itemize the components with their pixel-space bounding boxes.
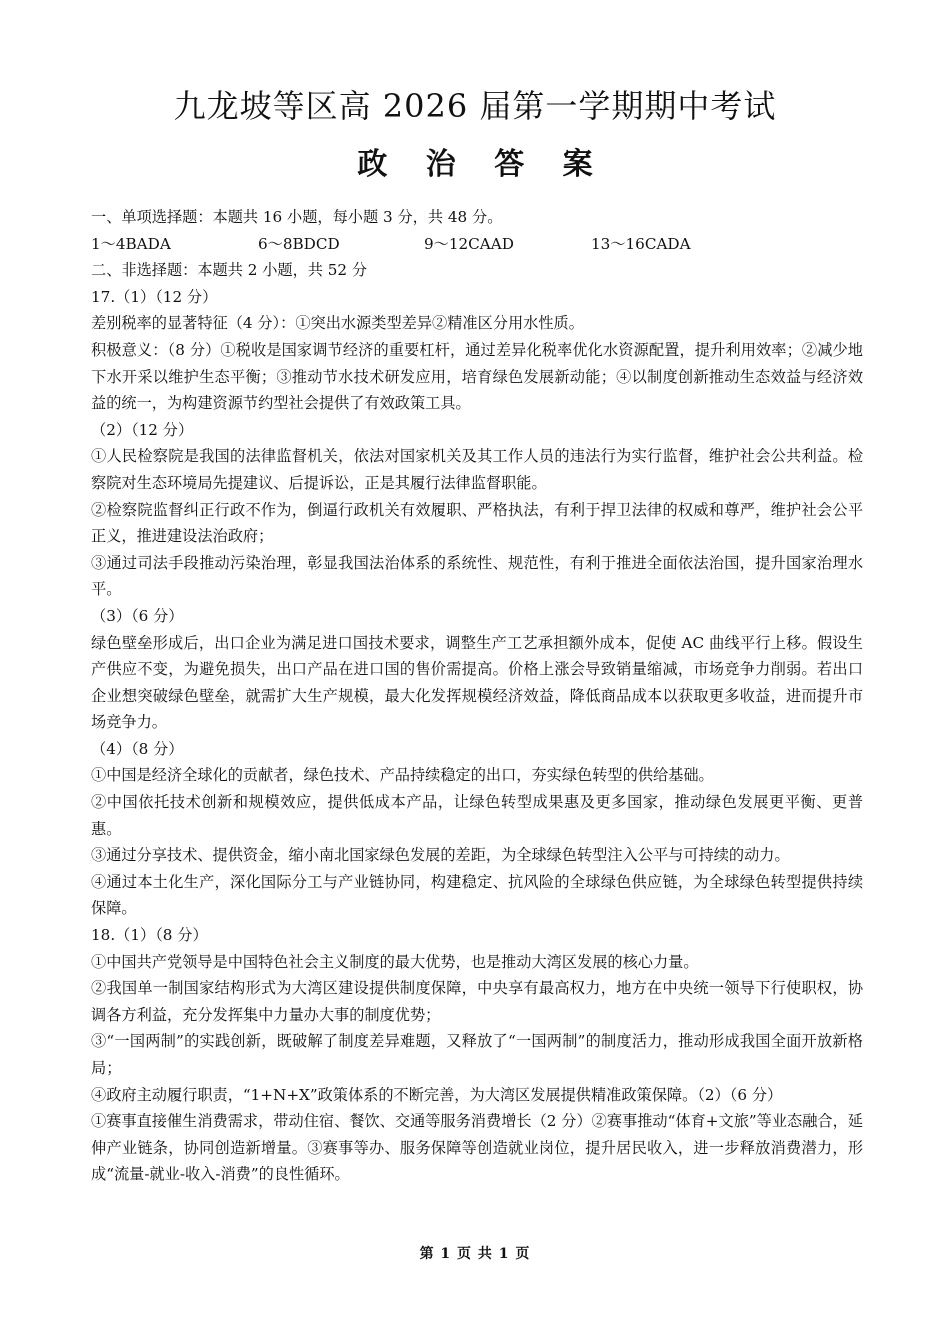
q18-part1-heading: 18.（1）（8 分） [91,926,208,945]
q17-part4-item: ②中国依托技术创新和规模效应，提供低成本产品，让绿色转型成果惠及更多国家，推动绿色发展更平衡、更普惠。 [91,793,863,838]
exam-title: 九龙坡等区高 2026 届第一学期期中考试 [173,87,777,125]
q17-part3-heading: （3）（6 分） [91,606,184,625]
q18-item: ①赛事直接催生消费需求，带动住宿、餐饮、交通等服务消费增长（2 分）②赛事推动“体育+文旅”等业态融合，延伸产业链条，协同创造新增量。③赛事等办、服务保障等创造就业岗位，提升居民收入，进一步释放消费潜力，形成“流量-就业-收入-消费”的良性循环。 [91,1112,863,1184]
answer-body [91,204,863,1188]
q17-part4-item: ④通过本土化生产，深化国际分工与产业链协同，构建稳定、抗风险的全球绿色供应链，为全球绿色转型提供持续保障。 [91,872,863,918]
q17-part2-item: ①人民检察院是我国的法律监督机关，依法对国家机关及其工作人员的违法行为实行监督，维护社会公共利益。检察院对生态环境局先提建议、后提诉讼，正是其履行法律监督职能。 [91,447,863,492]
choice-answer-4: 13～16CADA [591,234,691,253]
q18-item: ④政府主动履行职责，“1+N+X”政策体系的不断完善，为大湾区发展提供精准政策保障。（2）（6 分） [91,1085,783,1104]
q17-part1-heading: 17.（1）（12 分） [91,287,218,306]
q17-part4-item: ①中国是经济全球化的贡献者，绿色技术、产品持续稳定的出口，夯实绿色转型的供给基础。 [91,766,714,785]
q17-part2-item: ②检察院监督纠正行政不作为，倒逼行政机关有效履职、严格执法，有利于捍卫法律的权威和尊严，维护社会公平正义，推进建设法治政府； [91,500,863,546]
exam-subtitle: 政 治 答 案 [357,147,607,182]
choice-answer-3: 9～12CAAD [424,234,514,253]
q18-item: ②我国单一制国家结构形式为大湾区建设提供制度保障，中央享有最高权力，地方在中央统一领导下行使职权，协调各方利益，充分发挥集中力量办大事的制度优势； [91,979,863,1024]
q17-part2-heading: （2）（12 分） [91,420,194,439]
q17-part4-heading: （4）（8 分） [91,739,184,758]
choice-answer-1: 1～4BADA [91,234,171,253]
q18-item: ①中国共产党领导是中国特色社会主义制度的最大优势，也是推动大湾区发展的核心力量。 [91,952,699,971]
choice-answers-row [91,231,863,258]
q17-part1-significance: 积极意义：（8 分）①税收是国家调节经济的重要杠杆，通过差异化税率优化水资源配置，提升利用效率；②减少地下水开采以维护生态平衡；③推动节水技术研发应用，培育绿色发展新动能；④以制度创新推动生态效益与经济效益的统一，为构建资源节约型社会提供了有效政策工具。 [91,340,863,413]
section2-heading: 二、非选择题：本题共 2 小题，共 52 分 [91,261,368,280]
q17-part2-item: ③通过司法手段推动污染治理，彰显我国法治体系的系统性、规范性，有利于推进全面依法治国，提升国家治理水平。 [91,553,863,599]
q17-part1-feature: 差别税率的显著特征（4 分）：①突出水源类型差异②精准区分用水性质。 [91,314,584,333]
q17-part3-text: 绿色壁垒形成后，出口企业为满足进口国技术要求，调整生产工艺承担额外成本，促使 AC 曲线平行上移。假设生产供应不变，为避免损失，出口产品在进口国的售价需提高。价格上涨会导致销量缩减，市场竞争力削弱。若出口企业想突破绿色壁垒，就需扩大生产规模，最大化发挥规模经济效益，降低商品成本以获取更多收益，进而提升市场竞争力。 [91,633,863,732]
choice-answer-2: 6～8BDCD [258,234,340,253]
page-footer: 第 1 页 共 1 页 [419,1246,531,1262]
q17-part4-item: ③通过分享技术、提供资金，缩小南北国家绿色发展的差距，为全球绿色转型注入公平与可持续的动力。 [91,846,790,865]
section1-heading: 一、单项选择题：本题共 16 小题，每小题 3 分，共 48 分。 [91,208,503,226]
q18-item: ③“一国两制”的实践创新，既破解了制度差异难题，又释放了“一国两制”的制度活力，推动形成我国全面开放新格局； [91,1032,863,1077]
